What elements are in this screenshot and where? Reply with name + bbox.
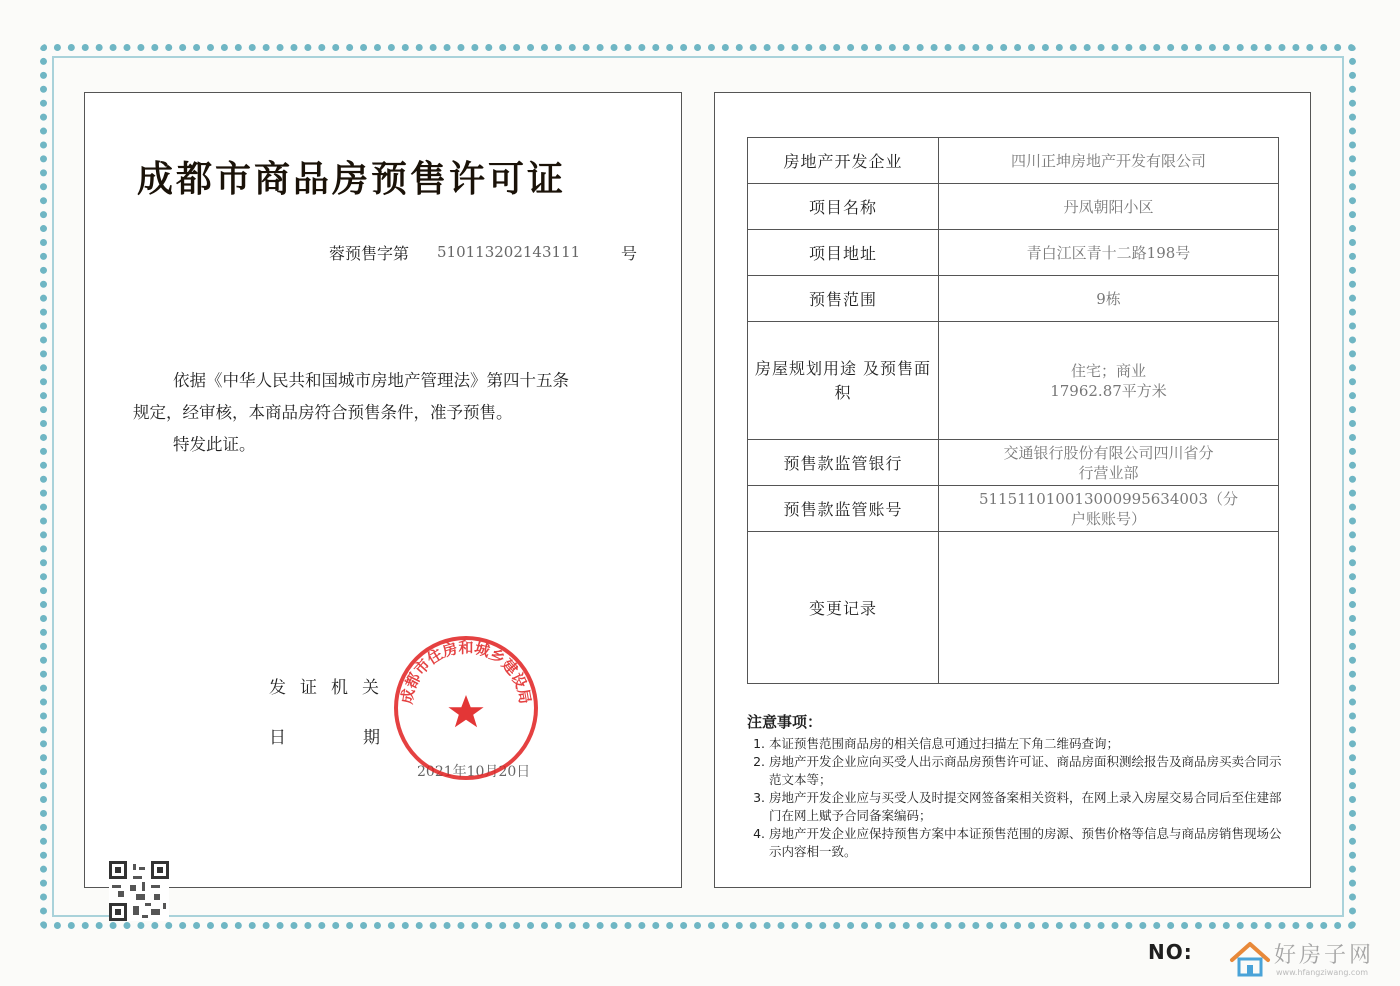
row-value-line: 行营业部 (1078, 463, 1139, 482)
notes-section (747, 713, 1287, 861)
row-value (939, 532, 1279, 684)
row-value: 青白江区青十二路198号 (939, 230, 1279, 276)
row-label: 预售款监管账号 (748, 486, 939, 532)
row-value-line: 17962.87平方米 (1050, 381, 1167, 400)
row-value-line: 交通银行股份有限公司四川省分 (1003, 443, 1214, 462)
body-line: 特发此证。 (173, 435, 256, 454)
official-seal-stamp (391, 633, 541, 783)
certificate-body (133, 365, 653, 461)
row-label: 预售款监管银行 (748, 440, 939, 486)
certificate-title: 成都市商品房预售许可证 (137, 158, 567, 200)
permit-prefix: 蓉预售字第 (329, 244, 410, 263)
table-row (748, 322, 1279, 440)
row-value (939, 486, 1279, 532)
date-label-char: 日 (269, 728, 286, 748)
row-label: 预售范围 (748, 276, 939, 322)
row-label-line: 房屋规划用途 (754, 358, 857, 378)
table-row (748, 532, 1279, 684)
list-item: 2. 房地产开发企业应向买受人出示商品房预售许可证、商品房面积测绘报告及商品房买卖合同示范文本等； (769, 753, 1287, 789)
notes-list (747, 735, 1287, 861)
table-row (748, 276, 1279, 322)
row-value: 丹凤朝阳小区 (939, 184, 1279, 230)
table-row (748, 184, 1279, 230)
table-row (748, 440, 1279, 486)
row-value (939, 440, 1279, 486)
row-value (939, 322, 1279, 440)
serial-no-label: NO: (1148, 940, 1193, 964)
row-label (748, 322, 939, 440)
issue-date: 2021年10月20日 (417, 764, 531, 780)
row-value: 四川正坤房地产开发有限公司 (939, 138, 1279, 184)
seal-star-icon (448, 695, 483, 727)
logo-subtext: www.hfangziwang.com (1276, 968, 1369, 977)
row-value: 9栋 (939, 276, 1279, 322)
watermark-logo (1228, 934, 1386, 982)
table-row (748, 138, 1279, 184)
row-value-line: 户账账号） (1070, 509, 1146, 528)
list-item: 4. 房地产开发企业应保持预售方案中本证预售范围的房源、预售价格等信息与商品房销售现场公示内容相一致。 (769, 825, 1287, 861)
list-item: 1. 本证预售范围商品房的相关信息可通过扫描左下角二维码查询； (769, 735, 1287, 753)
list-item: 3. 房地产开发企业应与买受人及时提交网签备案相关资料，在网上录入房屋交易合同后至住建部门在网上赋予合同备案编码； (769, 789, 1287, 825)
row-label: 房地产开发企业 (748, 138, 939, 184)
notes-heading: 注意事项： (747, 713, 823, 731)
row-label: 项目地址 (748, 230, 939, 276)
permit-number: 510113202143111 (437, 243, 581, 261)
certificate-left-panel (84, 92, 682, 888)
row-value-line: 住宅；商业 (1070, 361, 1146, 380)
row-label: 项目名称 (748, 184, 939, 230)
table-row (748, 486, 1279, 532)
table-row (748, 230, 1279, 276)
project-info-table (747, 137, 1279, 684)
date-label-char: 期 (363, 728, 380, 748)
row-value-line: 511511010013000995634003（分 (978, 489, 1239, 508)
house-logo-icon (1228, 936, 1272, 980)
logo-text: 好房子网 (1274, 943, 1375, 968)
certificate-right-panel (714, 92, 1311, 888)
row-label-line: 及预售面积 (834, 358, 932, 402)
permit-number-line (329, 241, 638, 264)
row-label: 变更记录 (748, 532, 939, 684)
body-line: 依据《中华人民共和国城市房地产管理法》第四十五条 (173, 371, 569, 390)
issuer-label: 发证机关 (269, 678, 393, 698)
seal-text: 成都市住房和城乡建设局 (397, 638, 535, 706)
permit-suffix: 号 (621, 244, 638, 263)
body-line: 规定，经审核，本商品房符合预售条件，准予预售。 (133, 403, 513, 422)
qr-code-icon[interactable] (109, 861, 169, 921)
